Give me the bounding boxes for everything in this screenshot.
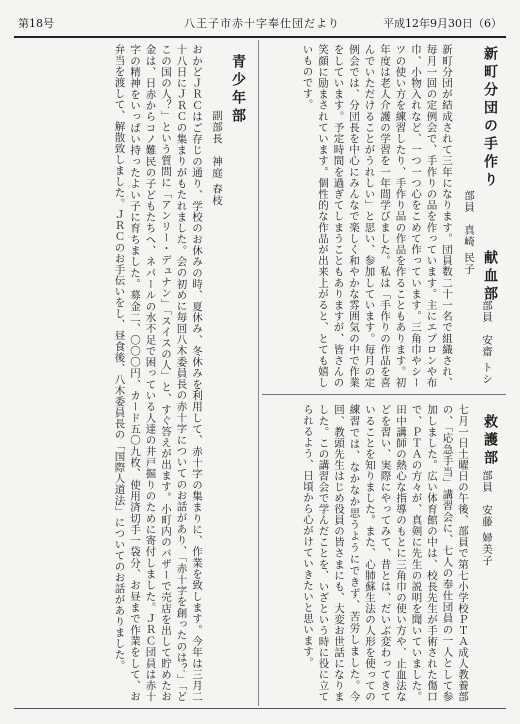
- seishonen-body: おかどＪＲＣはご存じの通り、学校のお休みの時、夏休み、冬休みを利用して、赤十字の集まりに、作業を致します。今年は三月二十八日にＪＲＣの集まりがもたれました。会の初めに毎回八木委員長の赤十字についてのお話があり、「赤十字を創ったのは？」「どこの国の人？」という質問に「アンリー・デュナン」「スイスの人」と、すぐ答えが出ます。小町内のバザーで売店を出して貯めたお金は、日赤からコノ難民の子どもたちへ、ネパールの水不足で困っている人達の井戸掘りのために寄付しました。ＪＲＣ団員は赤十字の精神をいっぱい持ったよい子に育ちました。募金二、〇〇〇円、カード五〇九枚、使用済切手一袋分、お昼まで作業をして、お弁当を渡して、解散致しました。ＪＲＣのお手伝いをし、昼食後、八木委員長の「国際人道法」についてのお話がありました。: [113, 44, 203, 702]
- newsletter-title: 八王子市赤十字奉仕団だより: [184, 17, 340, 30]
- seishonen-author: 副部長 神庭 春枝: [211, 110, 223, 207]
- kyugo-author: 部員 安藤 婦美子: [481, 470, 493, 567]
- footer-rule: [14, 708, 506, 709]
- kyugo-heading: 救護部: [482, 414, 498, 468]
- kenketsu-body-anchor: [264, 250, 265, 251]
- shinmachi-heading: 新町分団の手作り: [482, 46, 498, 190]
- seishonen-heading: 青少年部: [230, 54, 246, 126]
- issue-date: 平成12年9月30日（6）: [383, 17, 502, 30]
- kyugo-body: 七月一日土曜日の午後、部員で第七小学校ＰＴＡ成人教養部の、「応急手当」講習会に、七人の奉仕団員の一人として参加しました。広い体育館の中は、校長先生が手術された傷口で、ＰＴＡの方々が、真剣に先生の説明を聞いていました。田中講師の熱心な指導のもとに三角巾の使い方や、止血法などを習い、実際にやってみて、昔とは、だいぶ変わってきていることを知りました。また、心肺蘇生法の人形を使っての練習では、なかなか思うようにできず、苦労しました。今回、教頭先生はじめ役員の皆さまにも、大変お世話になりました。この講習会で学んだことを、いざという時に役に立てられるよう、日頃から心がけていきたいと思います。: [302, 404, 469, 702]
- kenketsu-author: 部員 安齋 トシ: [481, 300, 493, 385]
- kenketsu-heading: 献血部: [482, 250, 498, 304]
- shinmachi-body: 新町分団が結成されて三年になります。団員数二十一名で組織され、毎月一回の定例会で、手作りの品を作っています。主にエプロンや布巾、小物入れなど、一つ一つ心をこめて作っています。三角巾やシーツの使い方を練習したり、手作り品の作品を作ることもあります。初年度は老人介護の学習を一年間学びました。私は「手作りの作品を喜んでいただけることがうれしい」と思い、参加しています。毎月の定例会では、分団長を中心にみんなで楽しく和やかな雰囲気の中で作業をしています。予定時間を過ぎてしまうこともありますが、皆さんの笑顔に励まされています。個性的な作品が出来上がると、とても嬉しいものです。: [301, 44, 453, 388]
- header-rule: [14, 36, 506, 38]
- column-divider: [258, 40, 259, 706]
- section-divider: [262, 394, 506, 395]
- shinmachi-author: 部員 真崎 民子: [463, 190, 475, 275]
- issue-number: 第18号: [18, 17, 54, 30]
- page-header: [14, 14, 506, 34]
